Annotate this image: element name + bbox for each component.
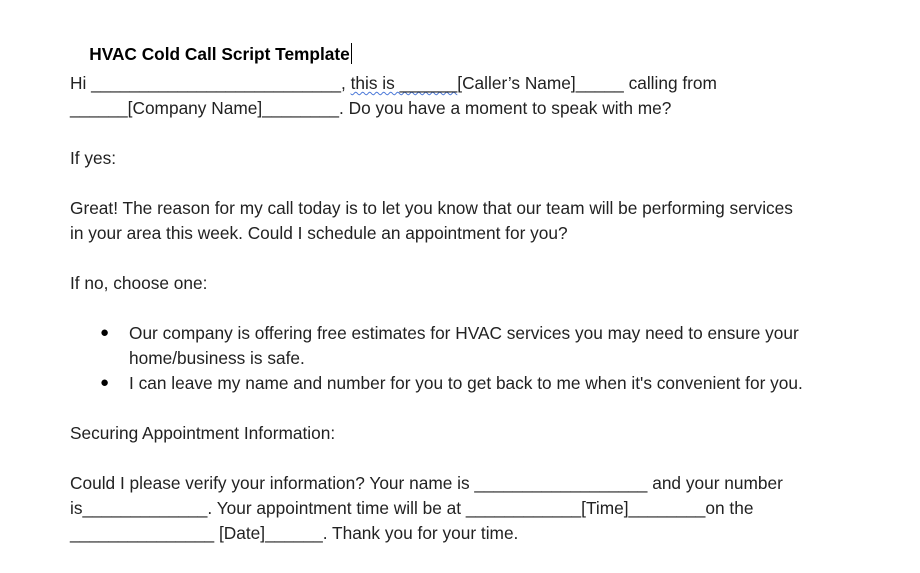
verify-line-3: _______________ [Date]______. Thank you for your time. [70, 523, 519, 543]
disc-bullet-icon: ● [100, 374, 110, 391]
intro-paragraph-line-1 [70, 72, 717, 94]
securing-appointment-heading: Securing Appointment Information: [70, 423, 336, 443]
intro-caller-name: [Caller’s Name]_____ calling from [457, 73, 717, 93]
bullet-item-2-line-1: I can leave my name and number for you to get back to me when it's convenient for you. [129, 373, 803, 393]
yes-response-line-1: Great! The reason for my call today is to let you know that our team will be performing services [70, 198, 793, 218]
verify-line-1: Could I please verify your information? Your name is __________________ and your number [70, 473, 783, 493]
if-yes-label: If yes: [70, 148, 117, 168]
disc-bullet-icon: ● [100, 324, 110, 341]
yes-response-line-2: in your area this week. Could I schedule an appointment for you? [70, 223, 568, 243]
intro-greeting: Hi __________________________, [70, 73, 351, 93]
title-text: HVAC Cold Call Script Template [89, 44, 350, 64]
if-no-label: If no, choose one: [70, 273, 208, 293]
bullet-item-1-line-2: home/business is safe. [129, 348, 305, 368]
text-cursor [351, 43, 352, 64]
spellcheck-flagged-text[interactable]: this is ______ [350, 73, 458, 93]
bullet-item-1-line-1: Our company is offering free estimates for HVAC services you may need to ensure your [129, 323, 799, 343]
verify-line-2: is_____________. Your appointment time will be at ____________[Time]________on the [70, 498, 754, 518]
intro-paragraph-line-2: ______[Company Name]________. Do you have a moment to speak with me? [70, 98, 672, 118]
